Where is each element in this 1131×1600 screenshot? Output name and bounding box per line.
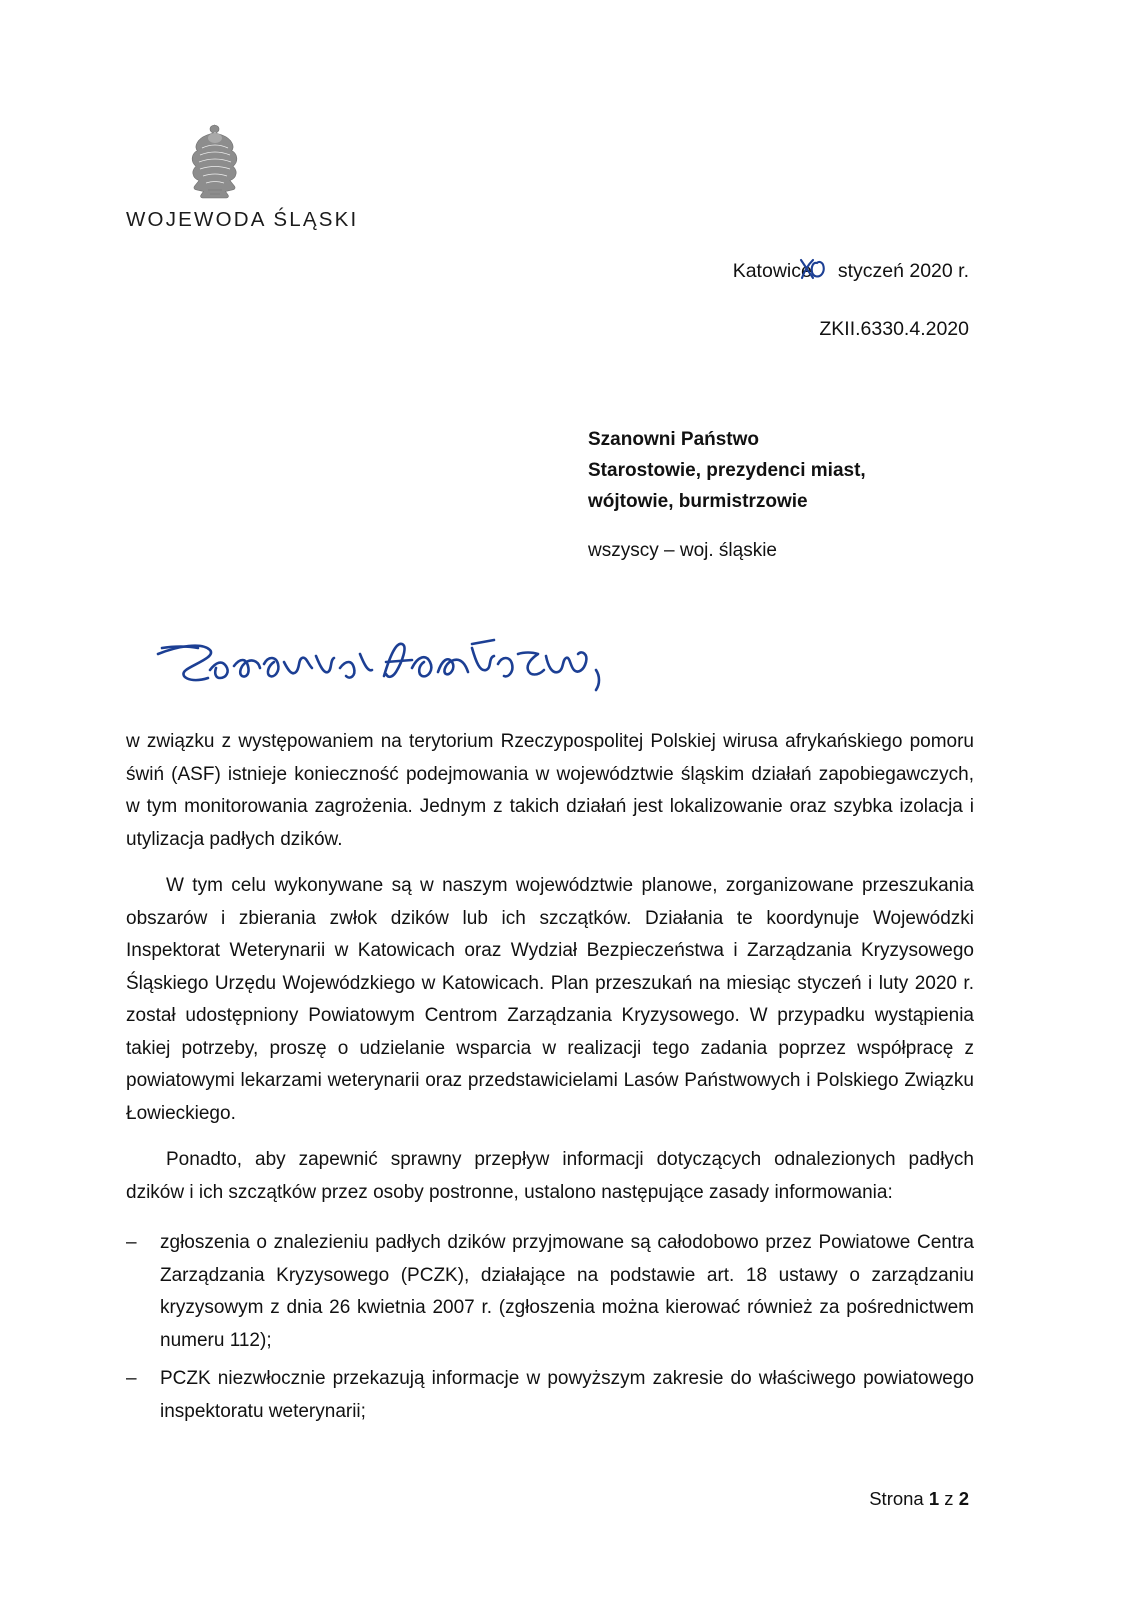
place-and-date [733,260,969,283]
information-rules-list [126,1227,974,1428]
handwritten-salutation-icon [150,618,620,708]
list-item [126,1227,974,1357]
page-footer [869,1488,969,1510]
handwritten-day-placeholder [812,260,838,283]
list-item-text: PCZK niezwłocznie przekazują informacje w powyższym zakresie do właściwego powiatowego inspektoratu weterynarii; [160,1368,974,1422]
list-item-text: zgłoszenia o znalezieniu padłych dzików przyjmowane są całodobowo przez Powiatowe Centra Zarządzania Kryzysowego (PCZK), działające na podstawie art. 18 ustawy o zarządzaniu kryzysowym z dnia 26 kwietnia 2007 r. (zgłoszenia można kierować również za pośrednictwem numeru 112); [160,1232,974,1351]
footer-prefix: Strona [869,1488,929,1509]
footer-current-page: 1 [928,1488,940,1509]
place-city: Katowice [732,260,812,282]
addressee-scope: wszyscy – woj. śląskie [588,540,777,561]
place-month-year: styczeń 2020 r. [837,260,969,282]
paragraph-3: Ponadto, aby zapewnić sprawny przepływ informacji dotyczących odnalezionych padłych dzików i ich szczątków przez osoby postronne, ustalono następujące zasady informowania: [126,1149,974,1203]
letter-body [126,726,974,1434]
list-item [126,1363,974,1428]
reference-number: ZKII.6330.4.2020 [819,318,969,340]
footer-middle: z [939,1488,959,1509]
polish-eagle-emblem-icon [180,120,250,202]
addressee-line-1: Szanowni Państwo [588,429,760,450]
list-dash-marker: – [126,1232,137,1253]
addressee-line-2: Starostowie, prezydenci miast, [588,460,866,481]
footer-total-pages: 2 [958,1488,969,1509]
addressee-block [588,424,866,517]
list-dash-marker: – [126,1368,137,1389]
addressee-line-3: wójtowie, burmistrzowie [588,491,808,512]
authority-title: WOJEWODA ŚLĄSKI [126,208,359,231]
paragraph-1: w związku z występowaniem na terytorium Rzeczypospolitej Polskiej wirusa afrykańskiego pomoru świń (ASF) istnieje konieczność podejmowania w województwie śląskim działań zapobiegawczych, w tym monitorowania zagrożenia. Jednym z takich działań jest lokalizowanie oraz szybka izolacja i utylizacja padłych dzików. [126,731,974,850]
paragraph-2: W tym celu wykonywane są w naszym województwie planowe, zorganizowane przeszukania obszarów i zbierania zwłok dzików lub ich szczątków. Działania te koordynuje Wojewódzki Inspektorat Weterynarii w Katowicach oraz Wydział Bezpieczeństwa i Zarządzania Kryzysowego Śląskiego Urzędu Wojewódzkiego w Katowicach. Plan przeszukań na miesiąc styczeń i luty 2020 r. został udostępniony Powiatowym Centrom Zarządzania Kryzysowego. W przypadku wystąpienia takiej potrzeby, proszę o udzielanie wsparcia w realizacji tego zadania poprzez współpracę z powiatowymi lekarzami weterynarii oraz przedstawicielami Lasów Państwowych i Polskiego Związku Łowieckiego. [126,875,974,1124]
